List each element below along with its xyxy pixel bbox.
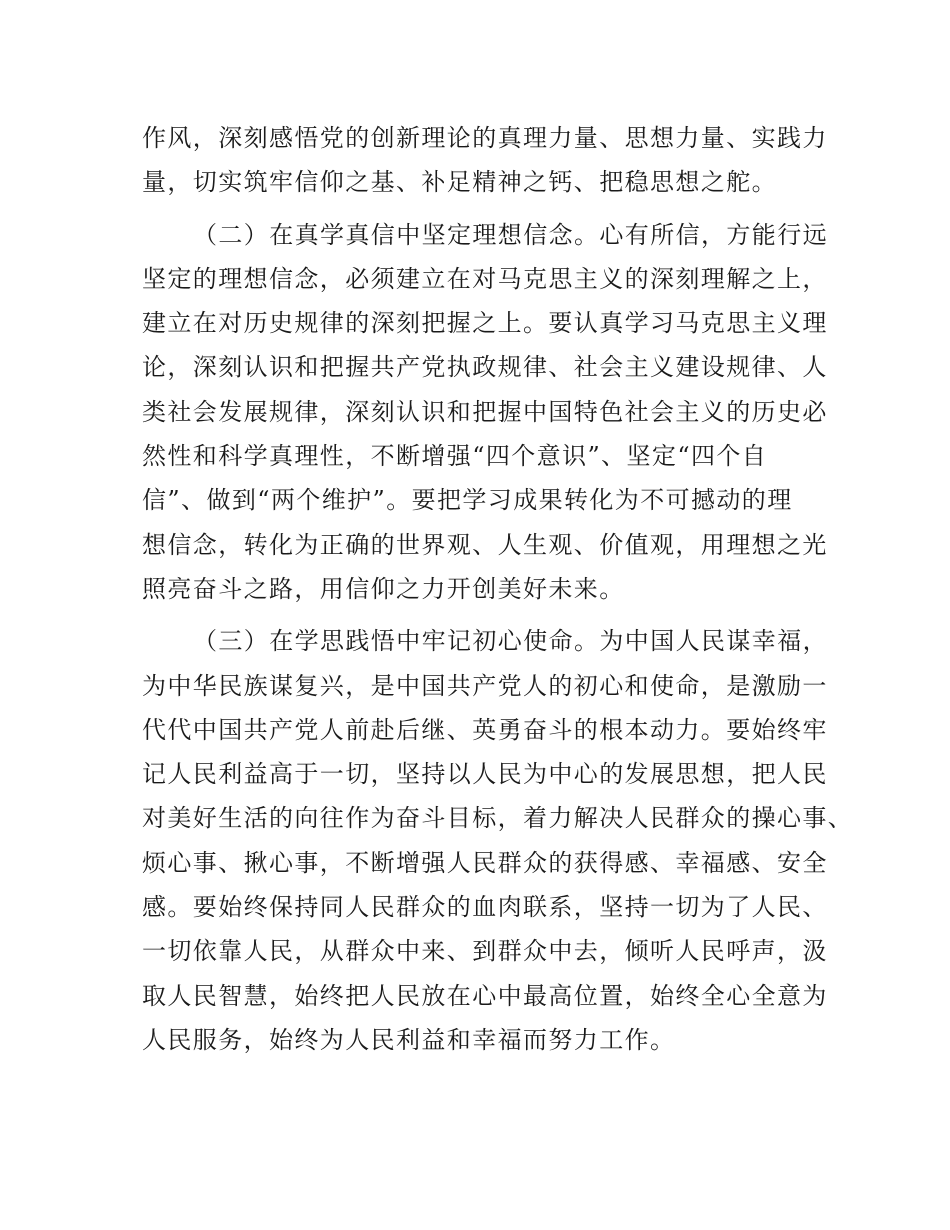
text-line: 坚定的理想信念，必须建立在对马克思主义的深刻理解之上， xyxy=(142,264,828,293)
text-line: 建立在对历史规律的深刻把握之上。要认真学习马克思主义理 xyxy=(142,309,828,338)
text-line: 类社会发展规律，深刻认识和把握中国特色社会主义的历史必 xyxy=(142,397,828,426)
text-line: 记人民利益高于一切，坚持以人民为中心的发展思想，把人民 xyxy=(142,760,828,789)
text-line: 人民服务，始终为人民利益和幸福而努力工作。 xyxy=(142,1025,676,1054)
text-line: 信”、做到“两个维护”。要把学习成果转化为不可撼动的理 xyxy=(142,486,793,515)
text-line: 作风，深刻感悟党的创新理论的真理力量、思想力量、实践力 xyxy=(142,124,828,152)
text-line: 一切依靠人民，从群众中来、到群众中去，倾听人民呼声，汲 xyxy=(142,937,828,966)
text-line: 然性和科学真理性，不断增强“四个意识”、坚定“四个自 xyxy=(142,442,768,471)
text-line: 为中华民族谋复兴，是中国共产党人的初心和使命，是激励一 xyxy=(142,671,828,700)
document-body xyxy=(142,116,854,1062)
section-heading-line: （三）在学思践悟中牢记初心使命。为中国人民谋幸福， xyxy=(193,627,828,656)
section-heading-line: （二）在真学真信中坚定理想信念。心有所信，方能行远 xyxy=(193,220,828,249)
text-line: 照亮奋斗之路，用信仰之力开创美好未来。 xyxy=(142,574,625,603)
text-line: 想信念，转化为正确的世界观、人生观、价值观，用理想之光 xyxy=(142,530,828,559)
text-line: 量，切实筑牢信仰之基、补足精神之钙、把稳思想之舵。 xyxy=(142,168,777,197)
text-line: 对美好生活的向往作为奋斗目标，着力解决人民群众的操心事、 xyxy=(142,804,854,833)
text-line: 取人民智慧，始终把人民放在心中最高位置，始终全心全意为 xyxy=(142,981,828,1010)
text-line: 感。要始终保持同人民群众的血肉联系，坚持一切为了人民、 xyxy=(142,893,828,922)
text-line: 论，深刻认识和把握共产党执政规律、社会主义建设规律、人 xyxy=(142,353,828,382)
text-line: 代代中国共产党人前赴后继、英勇奋斗的根本动力。要始终牢 xyxy=(142,715,828,744)
text-line: 烦心事、揪心事，不断增强人民群众的获得感、幸福感、安全 xyxy=(142,848,828,877)
